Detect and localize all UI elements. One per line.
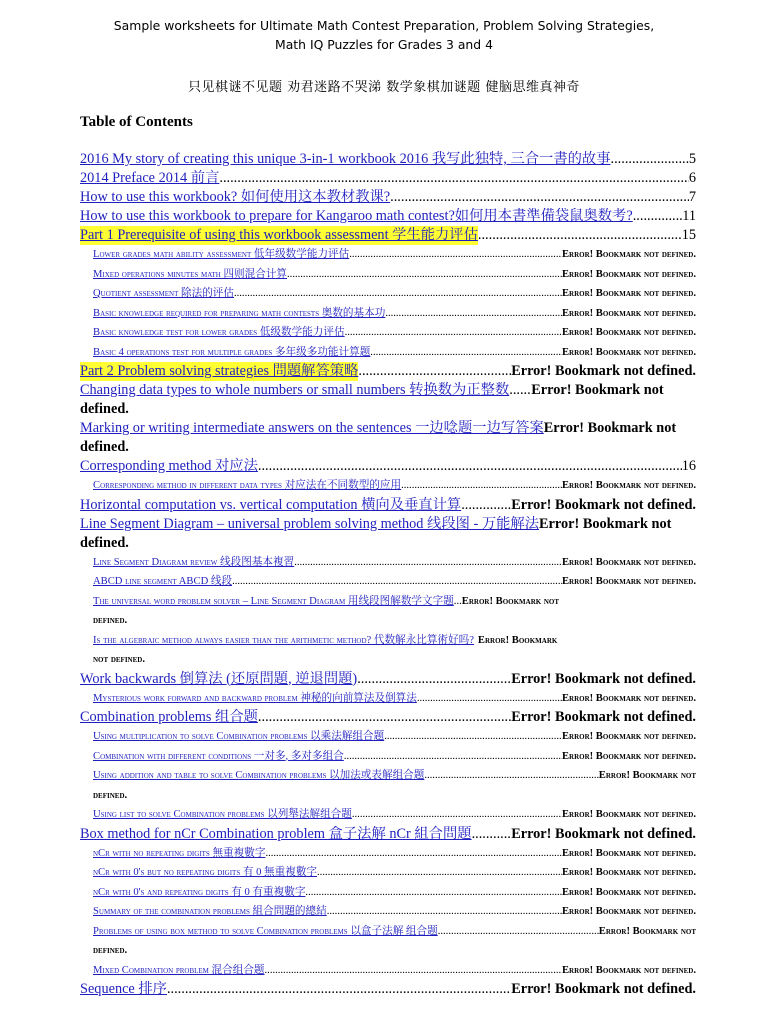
error-text: Error! Bookmark not	[543, 420, 677, 436]
dot-leader	[352, 805, 562, 825]
dot-leader	[345, 323, 562, 343]
toc-link[interactable]: How to use this workbook to prepare for Kangaroo math contest?如何用本書準備袋鼠奥数考?	[80, 208, 633, 224]
dot-leader	[611, 150, 689, 169]
dot-leader	[294, 553, 562, 573]
dot-leader	[385, 304, 562, 324]
error-text-continued: defined.	[80, 401, 129, 417]
error-text: Error! Bookmark not	[598, 925, 696, 937]
toc-link[interactable]: Combination problems 组合题	[80, 709, 258, 725]
error-text: Error! Bookmark not defined.	[561, 867, 696, 878]
error-text: Error! Bookmark not	[539, 515, 672, 532]
error-text-continued: defined.	[80, 439, 129, 455]
toc-link[interactable]: Summary of the combination problems 組合問題的總結	[93, 906, 327, 917]
error-text: Error! Bookmark not defined.	[561, 964, 696, 976]
error-text: Error! Bookmark not defined.	[561, 307, 696, 319]
chinese-motto: 只见棋谜不见题 劝君迷路不哭涕 数学象棋加谜题 健脑思维真神奇	[188, 80, 580, 95]
dot-leader	[454, 592, 462, 612]
error-text: Error! Bookmark not defined.	[561, 906, 696, 917]
error-text: Error! Bookmark not	[461, 595, 560, 607]
error-text: Error! Bookmark not defined.	[511, 981, 696, 997]
toc-entry	[80, 515, 696, 553]
toc-link-highlighted[interactable]: Part 2 Problem solving strategies 問題解答策略	[80, 363, 359, 379]
toc-link[interactable]: Basic knowledge test for lower grades 低级数学能力评估	[93, 327, 345, 338]
error-text: Error! Bookmark not defined.	[561, 327, 696, 338]
toc-link[interactable]: nCr with 0's but no repeating digits 有 0 無重複數字	[93, 867, 318, 878]
error-text-continued: defined.	[93, 789, 128, 801]
toc-entry	[80, 226, 696, 245]
dot-leader	[317, 863, 562, 883]
toc-subentry	[80, 284, 696, 304]
error-text: Error! Bookmark not defined.	[561, 346, 696, 358]
toc-link[interactable]: How to use this workbook? 如何使用这本教材教课?	[80, 189, 391, 205]
toc-link[interactable]: Is the algebraic method always easier than the arithmetic method? 代数解永比算術好吗?	[93, 634, 474, 646]
dot-leader	[424, 766, 598, 786]
page-number: 11	[682, 208, 696, 224]
dot-leader	[509, 381, 531, 400]
dot-leader	[417, 689, 562, 709]
toc-link[interactable]: Horizontal computation vs. vertical computation 横向及垂直计算	[80, 496, 462, 513]
toc-entry	[80, 362, 696, 381]
toc-subentry	[80, 631, 696, 670]
dot-leader	[234, 284, 562, 304]
error-text: Error! Bookmark not defined.	[561, 847, 696, 859]
dot-leader	[167, 980, 511, 999]
toc-subentry	[80, 961, 696, 981]
toc-link-highlighted[interactable]: Part 1 Prerequisite of using this workbook assessment 学生能力评估	[80, 227, 478, 243]
toc-link[interactable]: Using list to solve Combination problems 以列舉法解组合题	[93, 809, 352, 820]
dot-leader	[633, 207, 683, 226]
toc-link[interactable]: Changing data types to whole numbers or small numbers 转换数为正整数	[80, 382, 510, 398]
toc-subentry	[80, 727, 696, 747]
toc-link[interactable]: Work backwards 倒算法 (还原問題, 逆退問題)	[80, 670, 358, 687]
dot-leader	[349, 245, 562, 265]
error-text: Error! Bookmark	[477, 634, 558, 646]
toc-link[interactable]: Mixed Combination problem 混合组合题	[93, 964, 265, 976]
toc-entry	[80, 207, 696, 226]
toc-link[interactable]: Corresponding method in different data types 对应法在不同数型的应用	[93, 480, 402, 491]
error-text: Error! Bookmark not defined.	[561, 886, 696, 898]
error-text: Error! Bookmark not defined.	[511, 363, 696, 379]
toc-subentry	[80, 592, 696, 631]
toc-entry	[80, 670, 696, 689]
toc-link[interactable]: 2014 Preface 2014 前言	[80, 170, 220, 186]
toc-entry	[80, 825, 696, 844]
dot-leader	[265, 844, 562, 864]
toc-entry	[80, 457, 696, 476]
toc-link[interactable]: nCr with no repeating digits 無重複數字	[93, 847, 266, 859]
toc-link[interactable]: Mixed operations minutes math 四则混合计算	[93, 268, 288, 280]
toc-link[interactable]: Problems of using box method to solve Combination problems 以盒子法解 组合题	[93, 925, 438, 937]
toc-entry	[80, 169, 696, 188]
toc-subentry	[80, 844, 696, 864]
toc-link[interactable]: Mysterious work forward and backward problem 神秘的向前算法及倒算法	[93, 692, 417, 704]
dot-leader	[472, 825, 512, 844]
error-text-continued: defined.	[80, 534, 129, 551]
toc-link[interactable]: Basic 4 operations test for multiple grades 多年级多功能计算题	[93, 346, 371, 358]
toc-subentry	[80, 553, 696, 573]
error-text: Error! Bookmark not defined.	[511, 825, 696, 842]
toc-link[interactable]: Line Segment Diagram – universal problem solving method 线段图 - 万能解法	[80, 515, 540, 532]
toc-subentry	[80, 265, 696, 285]
error-text: Error! Bookmark not defined.	[561, 750, 696, 762]
error-text: Error! Bookmark not defined.	[561, 809, 696, 820]
toc-subentry	[80, 883, 696, 903]
toc-link[interactable]: Quotient assessment 除法的评估	[93, 288, 234, 299]
dot-leader	[384, 727, 562, 747]
dot-leader	[478, 226, 682, 245]
dot-leader	[305, 883, 562, 903]
toc-subentry	[80, 245, 696, 265]
error-text: Error! Bookmark not	[598, 770, 696, 781]
dot-leader	[438, 922, 599, 942]
error-text: Error! Bookmark not defined.	[561, 480, 696, 491]
toc-entry	[80, 381, 696, 419]
error-text: Error! Bookmark not	[531, 382, 664, 398]
toc-entry	[80, 188, 696, 207]
toc-link[interactable]: nCr with 0's and repeating digits 有 0 有重複數字	[93, 886, 306, 898]
header-line-1: Sample worksheets for Ultimate Math Contest Preparation, Problem Solving Strategies,	[113, 18, 655, 33]
toc-subentry	[80, 805, 696, 825]
error-text: Error! Bookmark not defined.	[511, 670, 696, 687]
dot-leader	[401, 476, 562, 496]
error-text-continued: defined.	[93, 945, 128, 956]
document-header	[0, 16, 768, 54]
dot-leader	[287, 265, 562, 285]
page-number: 16	[681, 458, 696, 474]
dot-leader	[390, 188, 689, 207]
toc-link[interactable]: Using addition and table to solve Combination problems 以加法或表解组合题	[93, 770, 425, 781]
toc-entry	[80, 980, 696, 999]
error-text: Error! Bookmark not defined.	[561, 692, 696, 704]
dot-leader	[258, 708, 511, 727]
error-text: Error! Bookmark not defined.	[561, 268, 696, 280]
toc-subentry	[80, 863, 696, 883]
toc-link[interactable]: Using multiplication to solve Combination problems 以乘法解组合题	[93, 731, 385, 742]
toc-entry	[80, 150, 696, 169]
toc-subentry	[80, 922, 696, 961]
toc-link[interactable]: Corresponding method 对应法	[80, 458, 258, 474]
error-text-continued: defined.	[93, 615, 128, 626]
toc-subentry	[80, 902, 696, 922]
toc-entry	[80, 496, 696, 515]
toc-link[interactable]: Marking or writing intermediate answers on the sentences 一边唸题一边写答案	[80, 420, 544, 436]
toc-subentry	[80, 476, 696, 496]
error-text: Error! Bookmark not defined.	[561, 731, 696, 742]
error-text: Error! Bookmark not defined.	[561, 288, 696, 299]
dot-leader	[461, 496, 511, 515]
error-text: Error! Bookmark not defined.	[561, 249, 696, 260]
dot-leader	[357, 670, 511, 689]
toc-subentry	[80, 689, 696, 709]
toc-subentry	[80, 747, 696, 767]
dot-leader	[219, 169, 688, 188]
toc-link[interactable]: Combination with different conditions 一对多, 多对多组合	[93, 750, 344, 762]
toc-link[interactable]: Basic knowledge required for preparing math contests 奥数的基本功	[93, 307, 386, 319]
page-number: 5	[688, 151, 696, 167]
toc-link[interactable]: ABCD line segment ABCD 线段	[93, 576, 233, 587]
page-number: 6	[688, 170, 696, 186]
error-text: Error! Bookmark not defined.	[561, 576, 696, 587]
page-number: 15	[681, 227, 696, 243]
toc-subentry	[80, 304, 696, 324]
error-text: Error! Bookmark not defined.	[511, 496, 696, 513]
toc-link[interactable]: Sequence 排序	[80, 981, 167, 997]
toc-link[interactable]: The universal word problem solver – Line Segment Diagram 用线段图解数学文字题	[93, 595, 454, 607]
error-text: Error! Bookmark not defined.	[561, 556, 696, 568]
dot-leader	[258, 457, 682, 476]
toc-link[interactable]: Lower grades math ability assessment 低年级数学能力评估	[93, 249, 350, 260]
toc-subentry	[80, 343, 696, 363]
dot-leader	[358, 362, 511, 381]
dot-leader	[232, 572, 562, 592]
toc-entry	[80, 419, 696, 457]
dot-leader	[344, 747, 562, 767]
dot-leader	[265, 961, 562, 981]
toc-link[interactable]: 2016 My story of creating this unique 3-in-1 workbook 2016 我写此独特, 三合一書的故事	[80, 151, 611, 167]
error-text-continued: not defined.	[93, 654, 145, 665]
toc-title: Table of Contents	[80, 114, 193, 130]
toc-subentry	[80, 766, 696, 805]
dot-leader	[370, 343, 562, 363]
toc-entry	[80, 708, 696, 727]
toc-link[interactable]: Line Segment Diagram review 线段图基本複習	[93, 556, 295, 568]
page-number: 7	[688, 189, 696, 205]
dot-leader	[327, 902, 562, 922]
toc-link[interactable]: Box method for nCr Combination problem 盒子法解 nCr 組合問題	[80, 825, 472, 842]
header-line-2: Math IQ Puzzles for Grades 3 and 4	[275, 37, 493, 52]
toc-subentry	[80, 572, 696, 592]
error-text: Error! Bookmark not defined.	[511, 709, 696, 725]
toc-subentry	[80, 323, 696, 343]
table-of-contents	[80, 150, 696, 999]
